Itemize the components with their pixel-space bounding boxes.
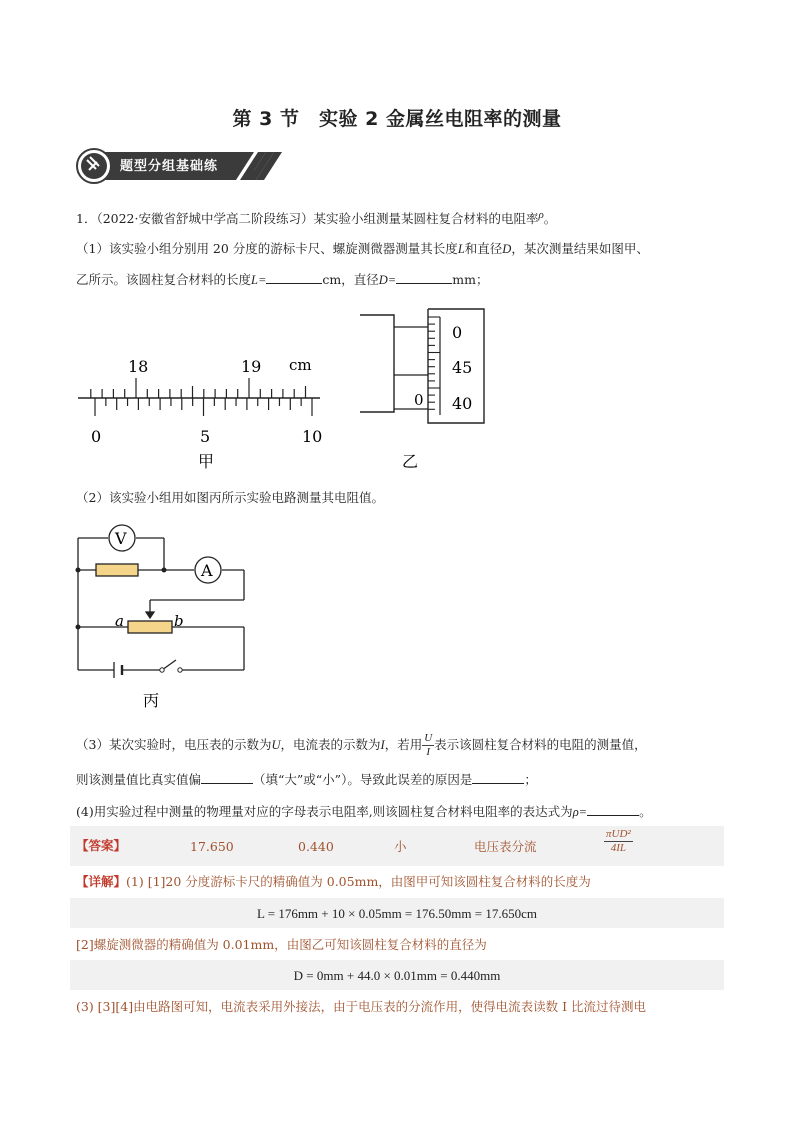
question-1-part-3: （3）某次实验时，电压表的示数为U，电流表的示数为I，若用 $\frac{U}{I}$ 表示该圆柱复合材料的电阻的测量值， (76, 732, 647, 758)
banner-label: 题型分组基础练 (120, 159, 219, 174)
ammeter-label: A (201, 561, 213, 580)
equation-1: L = 176mm + 10 × 0.05mm = 176.50mm = 17.650cm (257, 906, 537, 921)
vernier-label-5: 5 (200, 427, 211, 446)
thimble-label-45: 45 (452, 358, 473, 377)
voltmeter-label: V (115, 529, 127, 548)
bias-blank[interactable] (201, 771, 253, 784)
thimble-label-40: 40 (452, 394, 473, 413)
detail-line-3: (3) [3][4]由电路图可知，电流表采用外接法，由于电压表的分流作用，使得电流表读数 I 比流过待测电 (76, 999, 646, 1014)
vernier-caliper-figure (70, 350, 330, 475)
thimble-ticks (428, 317, 440, 409)
question-1-part-2: （2）该实验小组用如图丙所示实验电路测量其电阻值。 (76, 490, 384, 505)
detail-line-1: 【详解】(1) [1]20 分度游标卡尺的精确值为 0.05mm，由图甲可知该圆柱复合材料的长度为 (76, 874, 591, 889)
question-1-part-1-line-2: 乙所示。该圆柱复合材料的长度L= cm，直径D= mm； (76, 272, 489, 287)
figure-caption-bing: 丙 (143, 691, 160, 710)
micrometer-figure (356, 305, 506, 475)
sleeve-label-0: 0 (414, 391, 424, 409)
vernier-label-0: 0 (91, 427, 102, 446)
length-blank[interactable] (266, 271, 322, 284)
question-1-part-3-line-2: 则该测量值比真实值偏 （填“大”或“小”）。导致此误差的原因是 ； (76, 772, 537, 787)
page-title: 第 3 节 实验 2 金属丝电阻率的测量 (232, 108, 562, 130)
figure-caption-jia: 甲 (198, 452, 215, 471)
caliper-vernier-ticks (95, 398, 312, 416)
diameter-blank[interactable] (396, 271, 452, 284)
reason-blank[interactable] (472, 771, 524, 784)
answer-value-3: 小 (394, 839, 407, 854)
main-scale-label-19: 19 (241, 357, 262, 376)
main-scale-label-18: 18 (128, 357, 149, 376)
question-1-part-4: (4)用实验过程中测量的物理量对应的字母表示电阻率,则该圆柱复合材料电阻率的表达式为ρ= 。 (76, 804, 652, 819)
circuit-figure (70, 520, 260, 715)
figure-caption-yi: 乙 (402, 452, 419, 471)
equation-2: D = 0mm + 44.0 × 0.01mm = 0.440mm (293, 968, 501, 983)
question-1-part-1: （1）该实验小组分别用 20 分度的游标卡尺、螺旋测微器测量其长度L和直径D，某次测量结果如图甲、 (76, 241, 649, 256)
answer-formula: $\frac{\text{πUD²}}{4IL}$ (606, 828, 631, 854)
caliper-main-ticks (91, 378, 306, 398)
question-1-header: 1．（2022·安徽省舒城中学高二阶段练习）某实验小组测量某圆柱复合材料的电阻率ρ。 (76, 209, 557, 227)
detail-line-2: [2]螺旋测微器的精确值为 0.01mm，由图乙可知该圆柱复合材料的直径为 (76, 937, 487, 952)
answer-value-4: 电压表分流 (474, 839, 537, 854)
rheostat-end-b: b (174, 612, 184, 630)
answer-value-1: 17.650 (190, 839, 234, 854)
main-scale-unit: cm (289, 356, 312, 374)
resistivity-blank[interactable] (587, 803, 639, 816)
answer-tag: 【答案】 (76, 838, 127, 853)
answer-value-2: 0.440 (298, 839, 334, 854)
vernier-label-10: 10 (302, 427, 323, 446)
thimble-label-0: 0 (452, 323, 463, 342)
rheostat-end-a: a (115, 612, 124, 630)
